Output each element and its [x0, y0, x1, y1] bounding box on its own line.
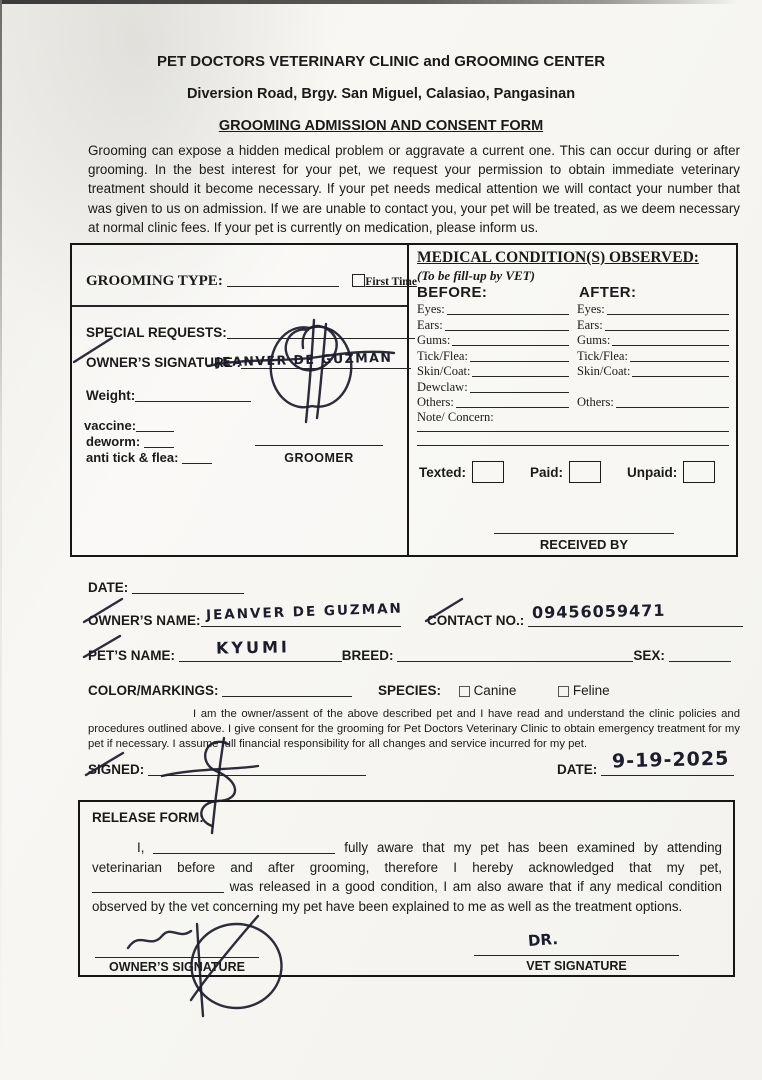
unpaid-label: Unpaid:	[627, 464, 678, 480]
release-part1: I,	[137, 840, 145, 855]
before-tickflea-label: Tick/Flea:	[417, 348, 468, 363]
release-owner-name-blank	[153, 841, 335, 854]
texted-label: Texted:	[419, 464, 467, 480]
received-by-label: RECEIVED BY	[539, 537, 629, 552]
medical-row-others	[417, 395, 737, 410]
paid-checkbox	[569, 461, 601, 483]
medical-title: MEDICAL CONDITION(S) OBSERVED:	[417, 249, 699, 266]
before-ears-blank	[445, 318, 569, 331]
before-label: BEFORE:	[417, 284, 488, 301]
weight-blank	[135, 388, 251, 402]
medical-cell	[409, 245, 736, 555]
consent-paragraph: I am the owner/assent of the above described pet and I have read and understand the clinic policies and procedures outlined above. I give consent for the grooming for Pet Doctors Veterinary Clinic to obtain emergency treatment for my pet if necessary. I assume full financial responsibility for all changes and service incurred for my pet.	[88, 708, 740, 751]
groomer-line	[255, 445, 383, 446]
texted-checkbox	[472, 461, 504, 483]
date-label: DATE:	[88, 580, 129, 595]
date-row	[88, 580, 244, 595]
after-others-label: Others:	[577, 395, 614, 409]
scan-edge-shadow	[0, 0, 762, 4]
medical-row-ears	[417, 318, 737, 333]
before-tickflea-blank	[470, 349, 569, 362]
contact-no-label: CONTACT NO.:	[427, 613, 525, 628]
pet-name-label: PET’S NAME:	[88, 648, 176, 663]
left-cell-divider-line	[72, 305, 407, 307]
before-dewclaw-blank	[470, 380, 569, 393]
feline-checkbox	[558, 686, 569, 697]
before-dewclaw-label: Dewclaw:	[417, 379, 468, 394]
deworm-label: deworm:	[86, 434, 141, 449]
vet-signature-caption: VET SIGNATURE	[526, 959, 627, 973]
note-concern-label: Note/ Concern:	[417, 410, 494, 424]
after-label: AFTER:	[579, 284, 637, 301]
clinic-name: PET DOCTORS VETERINARY CLINIC and GROOMING CENTER	[156, 53, 606, 70]
scan-left-shadow	[0, 0, 2, 1080]
after-gums-blank	[612, 333, 729, 346]
release-form-box	[78, 800, 735, 977]
feline-label: Feline	[572, 683, 610, 698]
note-line-1	[417, 431, 729, 432]
release-form-title: RELEASE FORM:	[92, 810, 204, 825]
pet-name-row	[88, 648, 731, 663]
grooming-type-row	[86, 273, 417, 290]
before-eyes-label: Eyes:	[417, 302, 445, 316]
before-skincoat-label: Skin/Coat:	[417, 364, 471, 378]
deworm-blank	[144, 434, 174, 448]
signed-row	[88, 762, 366, 777]
medical-row-dewclaw	[417, 380, 737, 395]
release-pet-name-blank	[92, 880, 224, 893]
date-blank	[132, 580, 244, 594]
weight-row	[86, 388, 251, 403]
canine-checkbox	[459, 686, 470, 697]
contact-no-handwritten: 09456059471	[531, 600, 666, 623]
before-gums-label: Gums:	[417, 333, 451, 347]
release-part3: was released in a good condition, I am also aware that if any medical condition observed by the vet concerning my pet have been explained to me as well as the treatment options.	[92, 879, 722, 914]
color-markings-blank	[222, 683, 352, 697]
owner-name-label: OWNER’S NAME:	[88, 613, 201, 628]
form-title: GROOMING ADMISSION AND CONSENT FORM	[218, 118, 544, 134]
before-eyes-blank	[447, 302, 569, 315]
breed-label: BREED:	[341, 648, 394, 663]
signed-blank	[148, 762, 366, 776]
medical-row-tickflea	[417, 349, 737, 364]
color-markings-label: COLOR/MARKINGS:	[88, 683, 219, 698]
owner-name-handwritten: JEANVER DE GUZMAN	[205, 600, 404, 624]
note-line-2	[417, 445, 729, 446]
species-label: SPECIES:	[378, 683, 442, 698]
special-requests-row	[86, 325, 415, 340]
after-eyes-label: Eyes:	[577, 302, 605, 316]
vet-signature-line	[474, 955, 679, 956]
after-others-blank	[616, 395, 729, 408]
intro-paragraph: Grooming can expose a hidden medical problem or aggravate a current one. This can occur during or after grooming. In the best interest for your pet, we request your permission to obtain immediate veterinary treatment should it become necessary. If your pet needs medical attention we will contact your number that was given to us on admission. If we are unable to contact you, your pet will be treated, as we deem necessary at normal clinic fees. If your pet is currently on medication, please inform us.	[88, 143, 740, 235]
before-others-label: Others:	[417, 395, 454, 409]
anti-tick-flea-row	[86, 450, 212, 465]
canine-label: Canine	[473, 683, 517, 698]
received-by-line	[494, 533, 674, 534]
release-paragraph	[92, 838, 722, 916]
color-markings-row	[88, 683, 352, 698]
special-requests-label: SPECIAL REQUESTS:	[86, 325, 227, 340]
grooming-medical-box	[70, 243, 738, 557]
grooming-type-blank	[227, 273, 339, 287]
before-skincoat-blank	[472, 364, 569, 377]
after-skincoat-label: Skin/Coat:	[577, 364, 631, 378]
owner-signature-caption: OWNER’S SIGNATURE	[109, 960, 245, 974]
payment-status-row	[419, 461, 715, 483]
breed-blank	[397, 648, 633, 662]
pet-name-handwritten: KYUMI	[215, 637, 291, 658]
clinic-address: Diversion Road, Brgy. San Miguel, Calasiao, Pangasinan	[186, 86, 576, 102]
owner-signature-label: OWNER’S SIGNATURE :	[86, 355, 241, 370]
consent-date-label: DATE:	[557, 762, 598, 777]
weight-label: Weight:	[86, 388, 136, 403]
after-gums-label: Gums:	[577, 333, 611, 347]
medical-subtitle: (To be fill-up by VET)	[417, 268, 535, 283]
before-gums-blank	[452, 333, 569, 346]
after-ears-blank	[605, 318, 729, 331]
vaccine-label: vaccine:	[84, 418, 137, 433]
medical-row-skincoat	[417, 364, 737, 379]
consent-date-handwritten: 9-19-2025	[611, 747, 730, 773]
paid-label: Paid:	[530, 464, 564, 480]
medical-row-eyes	[417, 302, 737, 317]
owner-signature-line	[95, 957, 259, 958]
anti-tick-flea-label: anti tick & flea:	[86, 450, 179, 465]
before-others-blank	[456, 395, 569, 408]
after-tickflea-label: Tick/Flea:	[577, 348, 628, 363]
owner-signature-handwritten-name: JEANVER DE GUZMAN	[215, 349, 393, 370]
unpaid-checkbox	[683, 461, 715, 483]
grooming-type-label: GROOMING TYPE:	[86, 273, 223, 289]
groomer-label: GROOMER	[284, 451, 354, 465]
release-part2: fully aware that my pet has been examined by attending veterinarian before and after grooming, therefore I hereby acknowledged that my pet,	[92, 840, 722, 875]
vaccine-blank	[136, 418, 174, 432]
sex-blank	[669, 648, 731, 662]
after-ears-label: Ears:	[577, 317, 603, 332]
before-ears-label: Ears:	[417, 317, 443, 332]
vet-signature-handwritten: DR.	[527, 929, 559, 951]
after-eyes-blank	[607, 302, 729, 315]
medical-row-gums	[417, 333, 737, 348]
vaccine-row	[84, 418, 174, 433]
deworm-row	[86, 434, 174, 449]
species-row	[378, 683, 610, 698]
anti-tick-flea-blank	[182, 450, 212, 464]
sex-label: SEX:	[633, 648, 665, 663]
first-time-label: First Time	[365, 276, 417, 288]
after-tickflea-blank	[630, 349, 729, 362]
signed-label: SIGNED:	[88, 762, 145, 777]
first-time-checkbox	[352, 274, 365, 287]
after-skincoat-blank	[632, 364, 729, 377]
special-requests-blank	[227, 325, 415, 339]
